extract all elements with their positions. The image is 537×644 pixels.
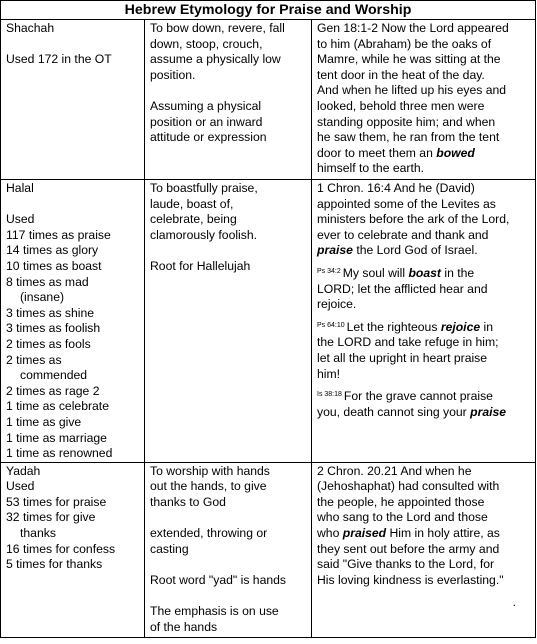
scripture-cell xyxy=(312,180,536,463)
scripture-line: And when he lifted up his eyes and xyxy=(317,83,507,98)
scripture-line: $^{Ps 34:2}$ My soul will boast in the xyxy=(317,265,475,280)
table-row-yadah xyxy=(1,462,536,637)
word-cell xyxy=(1,20,145,180)
usage-line: 1 time as renowned xyxy=(6,446,113,461)
emphasized-word: rejoice xyxy=(440,319,481,334)
verse-reference: Ps 64:10 xyxy=(317,321,345,329)
meaning-line: thanks to God xyxy=(150,494,226,509)
usage-line: 1 time as celebrate xyxy=(6,399,109,414)
meaning-line: out the hands, to give xyxy=(150,479,267,494)
scripture-line: let all the upright in heart praise xyxy=(317,350,488,365)
usage-line: 2 times as fools xyxy=(6,336,91,351)
meaning-line: The emphasis is on use xyxy=(150,604,279,619)
scripture-line: LORD; let the afflicted hear and xyxy=(317,281,488,296)
emphasized-word: bowed xyxy=(436,145,475,160)
usage-line: 5 times for thanks xyxy=(6,557,103,572)
emphasized-word: boast xyxy=(408,265,441,280)
hebrew-word: Yadah xyxy=(6,463,41,478)
usage-line: 3 times as shine xyxy=(6,305,95,320)
meaning-line: assume a physically low xyxy=(150,52,281,67)
scripture-line: $^{Is 38:18}$ For the grave cannot praise xyxy=(317,389,493,404)
scripture-line: 2 Chron. 20.21 And when he xyxy=(317,463,472,478)
scripture-line: himself to the earth. xyxy=(317,161,425,176)
table-row-halal xyxy=(1,180,536,463)
meaning-line: laude, boast of, xyxy=(150,196,234,211)
emphasized-word: praise xyxy=(317,243,353,258)
usage-line: Used 172 in the OT xyxy=(6,52,112,67)
scripture-line: 1 Chron. 16:4 And he (David) xyxy=(317,181,475,195)
usage-line: 32 times for give xyxy=(6,510,96,525)
scripture-line: praise the Lord God of Israel. xyxy=(317,243,478,258)
scripture-line: ever to celebrate and thank and xyxy=(317,227,489,242)
meaning-cell xyxy=(145,20,312,180)
emphasized-word: praised xyxy=(342,526,387,541)
usage-line: 8 times as mad xyxy=(6,274,89,289)
table-title: Hebrew Etymology for Praise and Worship xyxy=(1,1,536,20)
usage-line: 1 time as marriage xyxy=(6,430,107,445)
scripture-line: who sang to the Lord and those xyxy=(317,510,488,525)
meaning-line: Root word "yad" is hands xyxy=(150,572,287,587)
meaning-line: extended, throwing or xyxy=(150,526,268,541)
scripture-line: $^{Ps 64:10}$ Let the righteous rejoice in xyxy=(317,319,494,334)
scripture-line: Mamre, while he was sitting at the xyxy=(317,52,501,67)
meaning-cell xyxy=(145,180,312,463)
usage-line: 2 times as xyxy=(6,352,62,367)
usage-line: commended xyxy=(20,368,88,383)
word-cell xyxy=(1,462,145,637)
scripture-line: he saw them, he ran from the tent xyxy=(317,130,500,145)
usage-line: Used xyxy=(6,479,35,494)
scripture-line: ministers before the ark of the Lord, xyxy=(317,212,510,227)
meaning-line: casting xyxy=(150,541,189,556)
scripture-line: appointed some of the Levites as xyxy=(317,196,496,211)
usage-line: 3 times as foolish xyxy=(6,321,101,336)
hebrew-word: Halal xyxy=(6,181,34,195)
meaning-line: Assuming a physical xyxy=(150,98,262,113)
usage-line: 16 times for confess xyxy=(6,541,116,556)
meaning-line: clamorously foolish. xyxy=(150,227,258,242)
usage-line: 53 times for praise xyxy=(6,494,107,509)
trailing-dot: . xyxy=(512,595,517,610)
scripture-line: (Jehoshaphat) had consulted with xyxy=(317,479,500,494)
scripture-cell xyxy=(312,20,536,180)
scripture-line: said "Give thanks to the Lord, for xyxy=(317,557,495,572)
usage-line: 1 time as give xyxy=(6,414,82,429)
scripture-line: they sent out before the army and xyxy=(317,541,500,556)
meaning-line: position. xyxy=(150,67,196,82)
scripture-line: him! xyxy=(317,366,341,381)
verse-reference: Ps 34:2 xyxy=(317,267,341,275)
meaning-line: attitude or expression xyxy=(150,130,267,145)
usage-line: 14 times as glory xyxy=(6,243,99,258)
word-cell xyxy=(1,180,145,463)
usage-line: 2 times as rage 2 xyxy=(6,383,100,398)
emphasized-word: praise xyxy=(470,404,507,419)
table-row-shachah xyxy=(1,20,536,180)
usage-line: 10 times as boast xyxy=(6,258,102,273)
usage-line: 117 times as praise xyxy=(6,227,111,242)
meaning-line: Root for Hallelujah xyxy=(150,258,251,273)
scripture-line: tent door in the heat of the day. xyxy=(317,67,485,82)
scripture-line: the people, he appointed those xyxy=(317,494,485,509)
scripture-line: His loving kindness is everlasting." xyxy=(317,572,504,587)
verse-reference: Is 38:18 xyxy=(317,391,342,399)
scripture-line: who praised Him in holy attire, as xyxy=(317,526,500,541)
scripture-line: standing opposite him; and when xyxy=(317,114,496,129)
meaning-cell xyxy=(145,462,312,637)
usage-line: thanks xyxy=(20,526,56,541)
usage-line: (insane) xyxy=(20,290,65,305)
scripture-line: door to meet them an bowed xyxy=(317,145,475,160)
meaning-line: position or an inward xyxy=(150,114,263,129)
meaning-line: celebrate, being xyxy=(150,212,237,227)
scripture-line: Gen 18:1-2 Now the Lord appeared xyxy=(317,21,509,35)
scripture-line: rejoice. xyxy=(317,297,357,312)
hebrew-word: Shachah xyxy=(6,21,55,35)
scripture-line: looked, behold three men were xyxy=(317,98,485,113)
meaning-line: To boastfully praise, xyxy=(150,181,258,195)
meaning-line: down, stoop, crouch, xyxy=(150,36,263,51)
scripture-cell xyxy=(312,462,536,637)
scripture-line: the LORD and take refuge in him; xyxy=(317,335,499,350)
scripture-line: you, death cannot sing your praise xyxy=(317,404,507,419)
meaning-line: To bow down, revere, fall xyxy=(150,21,285,35)
scripture-line: to him (Abraham) be the oaks of xyxy=(317,36,492,51)
usage-line: Used xyxy=(6,212,35,227)
meaning-line: of the hands xyxy=(150,619,218,634)
meaning-line: To worship with hands xyxy=(150,463,270,478)
